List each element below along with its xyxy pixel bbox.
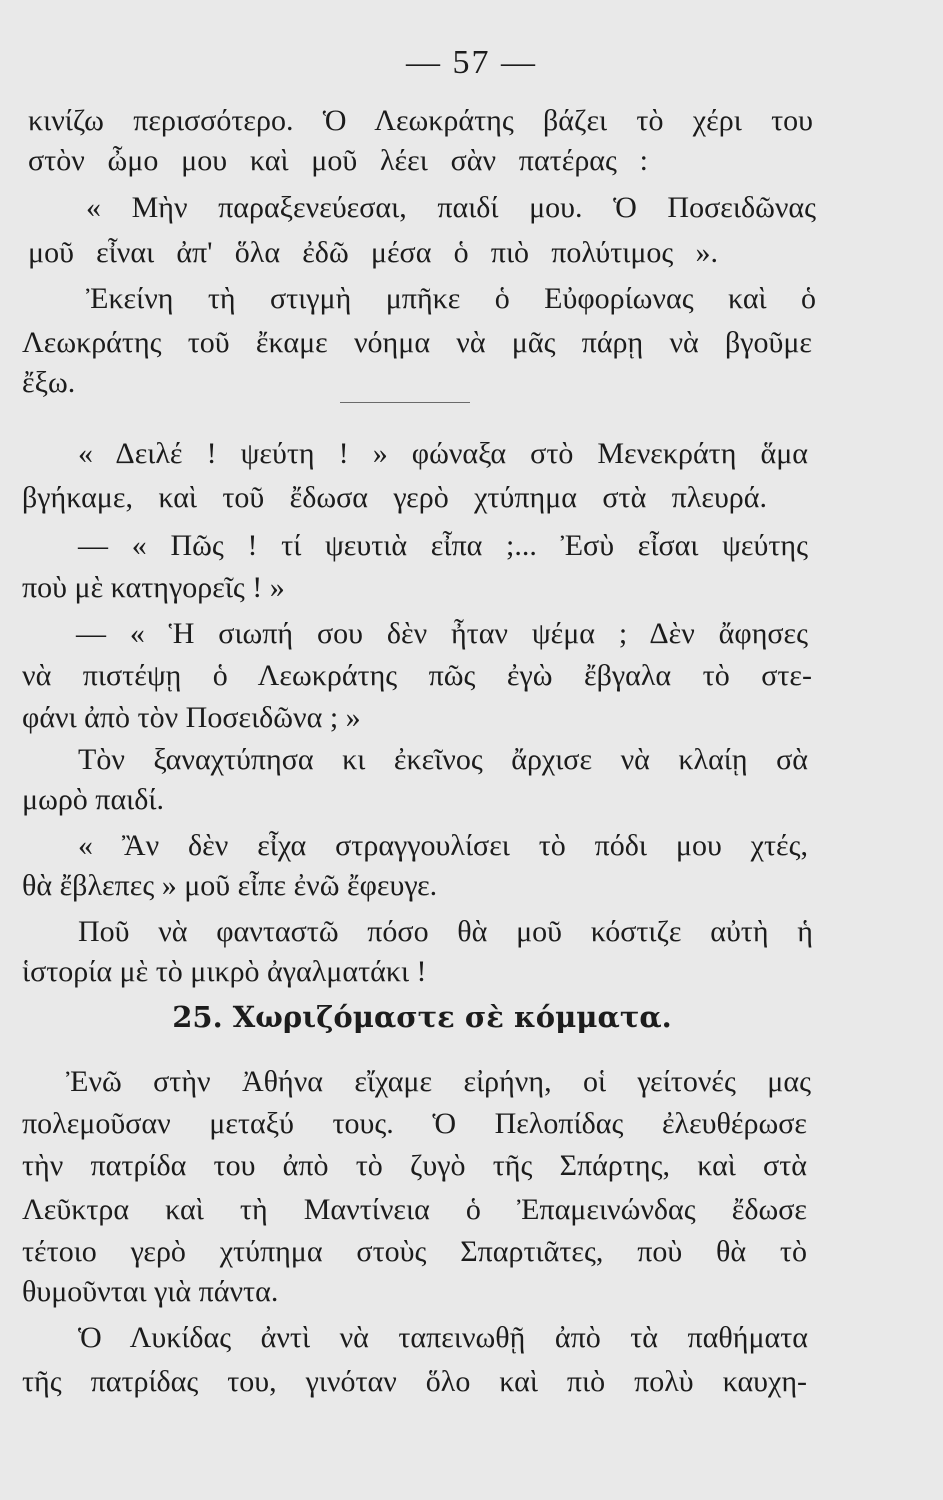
text-line: Ἐνῶ στὴν Ἀθήνα εἴχαμε εἰρήνη, οἱ γείτονές μας [66, 1065, 811, 1098]
text-line: — « Ἡ σιωπή σου δὲν ἦταν ψέμα ; Δὲν ἄφησες [76, 617, 809, 650]
section-separator [340, 402, 470, 403]
text-line: « Δειλέ ! ψεύτη ! » φώναξα στὸ Μενεκράτη ἅμα [78, 437, 808, 470]
text-line: ἔξω. [22, 366, 76, 399]
text-line: — « Πῶς ! τί ψευτιὰ εἶπα ;... Ἐσὺ εἶσαι ψεύτης [78, 529, 809, 562]
text-line: βγήκαμε, καὶ τοῦ ἔδωσα γερὸ χτύπημα στὰ πλευρά. [22, 481, 767, 514]
text-line: Τὸν ξαναχτύπησα κι ἐκεῖνος ἄρχισε νὰ κλαίῃ σὰ [78, 743, 808, 776]
text-line: Λεωκράτης τοῦ ἔκαμε νόημα νὰ μᾶς πάρῃ νὰ βγοῦμε [22, 326, 813, 359]
text-line: τέτοιο γερὸ χτύπημα στοὺς Σπαρτιᾶτες, ποὺ θὰ τὸ [22, 1235, 807, 1268]
text-line: Ποῦ νὰ φανταστῶ πόσο θὰ μοῦ κόστιζε αὐτὴ ἡ [78, 915, 813, 948]
text-line: Λεῦκτρα καὶ τὴ Μαντίνεια ὁ Ἐπαμεινώνδας ἔδωσε [22, 1193, 808, 1226]
text-line: ἱστορία μὲ τὸ μικρὸ ἀγαλματάκι ! [22, 955, 427, 988]
text-line: στὸν ὦμο μου καὶ μοῦ λέει σὰν πατέρας : [28, 144, 648, 177]
text-line: θυμοῦνται γιὰ πάντα. [22, 1275, 279, 1308]
text-line: μωρὸ παιδί. [22, 783, 164, 816]
text-line: κινίζω περισσότερο. Ὁ Λεωκράτης βάζει τὸ χέρι του [28, 104, 813, 137]
text-line: ποὺ μὲ κατηγορεῖς ! » [22, 571, 285, 604]
text-line: πολεμοῦσαν μεταξύ τους. Ὁ Πελοπίδας ἐλευθέρωσε [22, 1107, 807, 1140]
page-number: — 57 — [406, 44, 537, 81]
text-line: νὰ πιστέψῃ ὁ Λεωκράτης πῶς ἐγὼ ἔβγαλα τὸ στε- [22, 659, 813, 692]
text-line: τὴν πατρίδα του ἀπὸ τὸ ζυγὸ τῆς Σπάρτης, καὶ στὰ [22, 1149, 808, 1182]
text-line: θὰ ἔβλεπες » μοῦ εἶπε ἐνῶ ἔφευγε. [22, 869, 438, 902]
text-line: Ὁ Λυκίδας ἀντὶ νὰ ταπεινωθῇ ἀπὸ τὰ παθήματα [78, 1321, 809, 1354]
text-line: φάνι ἀπὸ τὸν Ποσειδῶνα ; » [22, 701, 361, 734]
text-line: « Μὴν παραξενεύεσαι, παιδί μου. Ὁ Ποσειδῶνας [86, 191, 816, 224]
text-line: τῆς πατρίδας του, γινόταν ὅλο καὶ πιὸ πολὺ καυχη- [22, 1365, 808, 1398]
text-line: μοῦ εἶναι ἀπ' ὅλα ἐδῶ μέσα ὁ πιὸ πολύτιμος ». [28, 236, 718, 269]
section-heading: 25. Χωριζόμαστε σὲ κόμματα. [172, 1000, 672, 1034]
text-line: « Ἂν δὲν εἶχα στραγγουλίσει τὸ πόδι μου χτές, [78, 829, 809, 862]
text-line: Ἐκείνη τὴ στιγμὴ μπῆκε ὁ Εὐφορίωνας καὶ ὁ [86, 282, 817, 315]
